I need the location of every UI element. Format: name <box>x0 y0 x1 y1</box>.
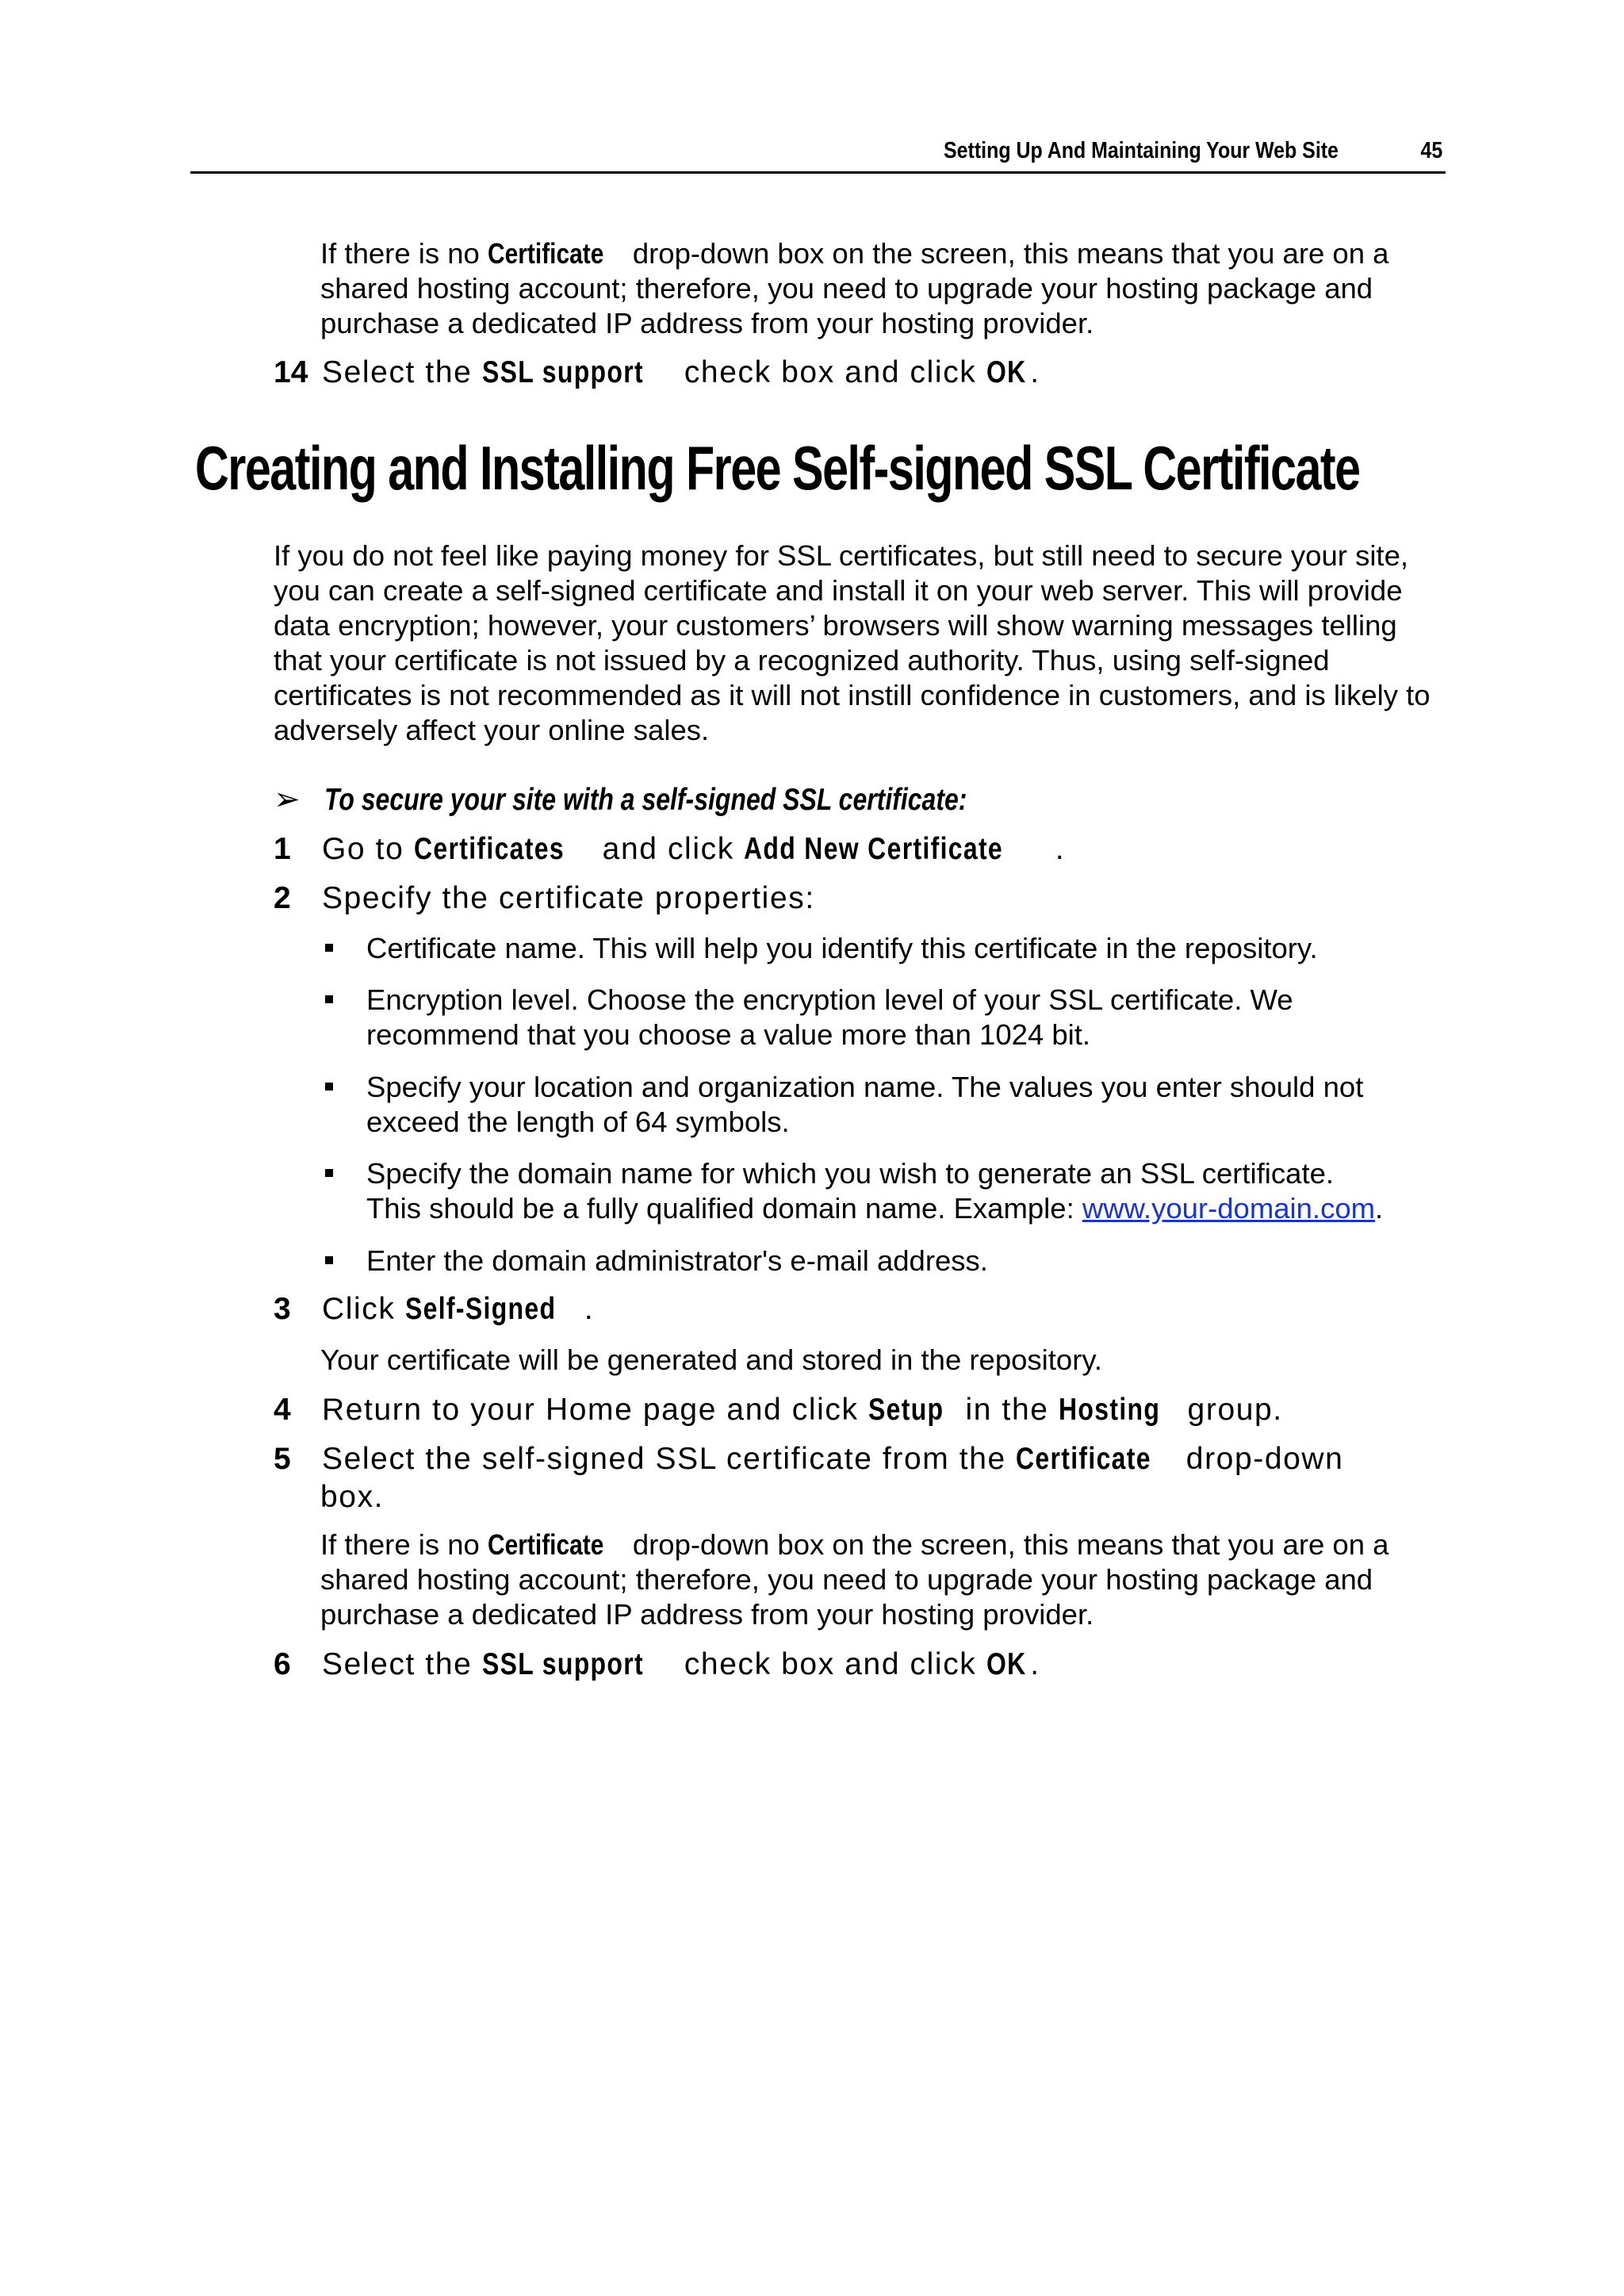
certificate-term: Certificate <box>488 1528 604 1561</box>
step-5-note: If there is no Certificate drop-down box on the screen, this means that you are on a shared hosting account; therefore, you need to upgrade your hosting package and purchase a dedicated IP address from your hosting provider. <box>320 1528 1389 1631</box>
square-bullet-icon <box>325 1256 333 1264</box>
step-14: 14 Select the SSL support check box and click OK . <box>274 354 1447 392</box>
step-number: 4 <box>274 1393 291 1427</box>
square-bullet-icon <box>325 1169 333 1177</box>
step-number: 5 <box>274 1442 291 1476</box>
intro-paragraph: If you do not feel like paying money for SSL certificates, but still need to secure your site, you can create a self-signed certificate and install it on your web server. This will provide data encryption; however, your customers’ browsers will show warning messages telling that your certificate is not issued by a recognized authority. Thus, using self-signed certificates is not recommended as it will not instill confidence in customers, and is likely to adversely affect your online sales. <box>274 539 1431 746</box>
step-6: 6 Select the SSL support check box and click OK . <box>274 1646 1447 1684</box>
example-domain-link[interactable]: www.your-domain.com <box>1082 1192 1376 1225</box>
square-bullet-icon <box>325 995 333 1003</box>
section-heading: Creating and Installing Free Self-signed SSL Certificate <box>195 433 1360 503</box>
step-5: 5 Select the self-signed SSL certificate from the Certificate drop-down box. <box>274 1442 1344 1514</box>
list-item: Enter the domain administrator's e-mail address. <box>320 1244 1446 1278</box>
step-number: 6 <box>274 1647 291 1681</box>
top-note: If there is no Certificate drop-down box on the screen, this means that you are on a shared hosting account; therefore, you need to upgrade your hosting package and purchase a dedicated IP address from your hosting provider. <box>320 237 1389 339</box>
list-item: Specify the domain name for which you wish to generate an SSL certificate. This should be a fully qualified domain name. Example: www.your-domain.com. <box>320 1156 1461 1226</box>
step-number: 2 <box>274 881 291 915</box>
step-number: 14 <box>274 355 308 389</box>
procedure-title: ➢ To secure your site with a self-signed SSL certificate: <box>274 782 967 817</box>
step-number: 3 <box>274 1292 291 1326</box>
list-item: Specify your location and organization name. The values you enter should not exceed the length of 64 symbols. <box>320 1070 1446 1140</box>
step-number: 1 <box>274 832 291 866</box>
square-bullet-icon <box>325 1083 333 1091</box>
step-4: 4 Return to your Home page and click Setup in the Hosting group. <box>274 1391 1447 1429</box>
step-1: 1 Go to Certificates and click Add New Certificate . <box>274 830 1447 868</box>
step-3-note: Your certificate will be generated and stored in the repository. <box>320 1343 1103 1376</box>
square-bullet-icon <box>325 944 333 952</box>
step-2: 2 Specify the certificate properties: <box>274 880 1447 918</box>
running-header <box>190 132 1446 174</box>
certificate-term: Certificate <box>488 237 604 270</box>
arrow-bullet-icon: ➢ <box>274 782 301 817</box>
running-header-title: Setting Up And Maintaining Your Web Site <box>944 138 1339 163</box>
page-number: 45 <box>1420 138 1442 163</box>
list-item: Encryption level. Choose the encryption level of your SSL certificate. We recommend that you choose a value more than 1024 bit. <box>320 983 1446 1052</box>
list-item: Certificate name. This will help you identify this certificate in the repository. <box>320 931 1446 966</box>
step-3: 3 Click Self-Signed . <box>274 1290 1447 1328</box>
